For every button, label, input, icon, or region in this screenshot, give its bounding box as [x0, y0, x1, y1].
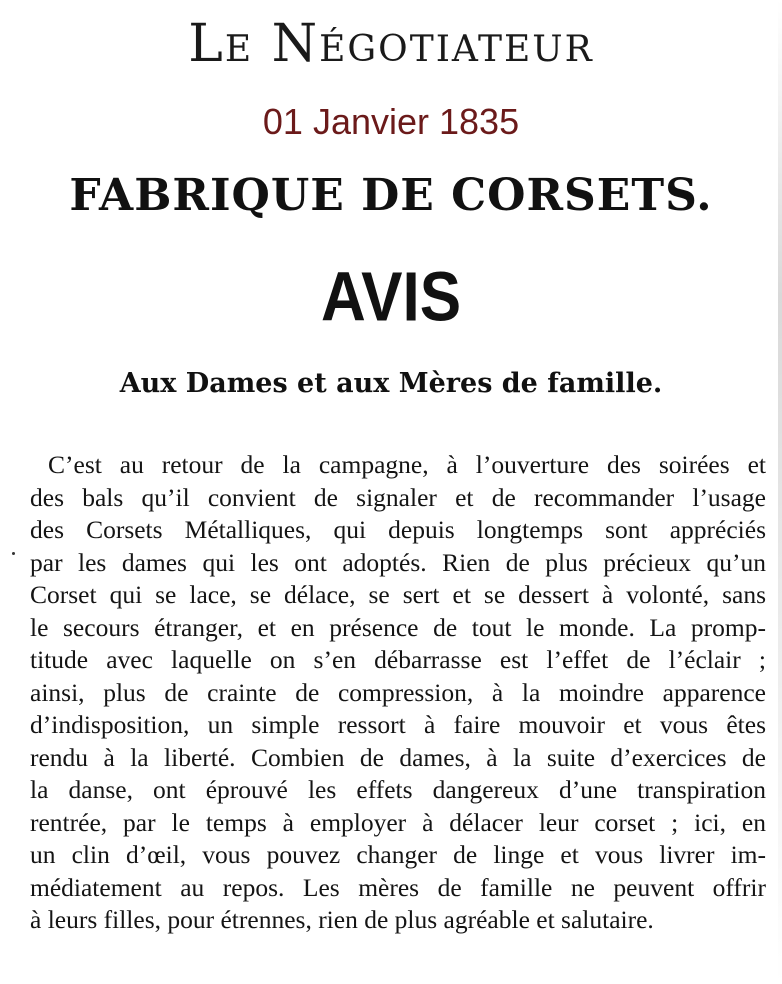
publication-date: 01 Janvier 1835 [262, 101, 520, 142]
body-line: un clin d’œil, vous pouvez changer de linge et vous livrer im- [30, 840, 766, 869]
advert-heading: AVIS [320, 258, 462, 337]
body-line: d’indisposition, un simple ressort à faire mouvoir et vous êtes [30, 710, 766, 739]
body-line: des Corsets Métalliques, qui depuis longtemps sont appréciés [30, 515, 766, 544]
advert-body [30, 449, 766, 937]
body-line: ainsi, plus de crainte de compression, à la moindre apparence [30, 677, 766, 707]
body-line: par les dames qui les ont adoptés. Rien de plus précieux qu’un [30, 547, 766, 577]
body-line: des bals qu’il convient de signaler et de recommander l’usage [30, 482, 766, 512]
body-line: le secours étranger, et en présence de tout le monde. La promp- [30, 612, 766, 642]
advert-subtitle: Aux Dames et aux Mères de famille. [119, 368, 663, 399]
body-line: rendu à la liberté. Combien de dames, à la suite d’exercices de [30, 742, 766, 772]
advert-title: FABRIQUE DE CORSETS. [69, 170, 713, 221]
body-line: rentrée, par le temps à employer à délacer leur corset ; ici, en [30, 807, 766, 837]
body-line: titude avec laquelle on s’en débarrasse est l’effet de l’éclair ; [30, 645, 766, 674]
ink-speck [12, 552, 15, 555]
body-line: Corset qui se lace, se délace, se sert et se dessert à volonté, sans [30, 580, 766, 609]
newspaper-masthead: Le Négotiateur [188, 14, 594, 74]
body-line: médiatement au repos. Les mères de famille ne peuvent offrir [30, 872, 766, 902]
body-line: C’est au retour de la campagne, à l’ouverture des soirées et [48, 450, 766, 479]
body-line: à leurs filles, pour étrennes, rien de plus agréable et salutaire. [30, 905, 654, 934]
scan-edge [778, 0, 782, 984]
body-line: la danse, ont éprouvé les effets dangereux d’une transpiration [30, 775, 766, 804]
